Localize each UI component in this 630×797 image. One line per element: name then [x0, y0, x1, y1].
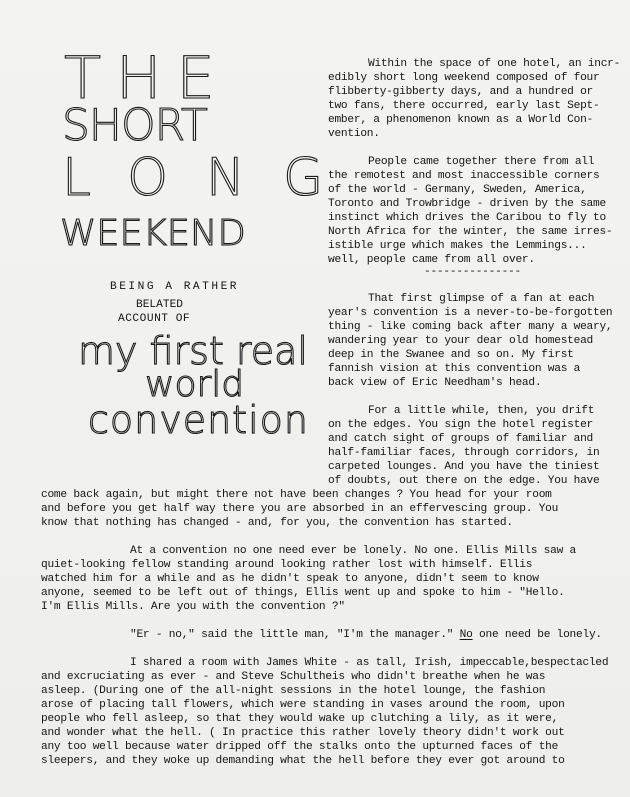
body-line: of doubts, out there on the edge. You have — [328, 475, 600, 487]
body-line: and before you get half way there you are absorbed in an effervescing group. You — [41, 503, 559, 515]
body-line: vention. — [328, 128, 380, 140]
body-line: Toronto and Trowbridge - driven by the same — [328, 198, 606, 210]
body-line: For a little while, then, you drift — [368, 405, 595, 417]
body-line: quiet-looking fellow standing around looking rather lost with himself. Ellis — [41, 559, 533, 571]
body-line: ember, a phenomenon known as a World Con- — [328, 114, 594, 126]
no-one-underlined: No — [459, 629, 473, 641]
body-line: and excruciating as ever - and Steve Schultheis who didn't breathe when he was — [41, 671, 546, 683]
section-divider: --------------- — [424, 266, 521, 278]
body-line: sleepers, and they woke up demanding what the hell before they ever got around to — [41, 755, 565, 767]
body-line: Within the space of one hotel, an incr- — [368, 58, 621, 70]
body-line: I shared a room with James White - as tall, Irish, impeccable,bespectacled — [130, 657, 609, 669]
title-the: THE — [64, 44, 230, 112]
body-line: edibly short long weekend composed of four — [328, 72, 600, 84]
subtitle-line-3: ACCOUNT OF — [118, 313, 191, 325]
body-line — [130, 629, 602, 641]
body-line: and wonder what the hell. ( In practice this rather lovely theory didn't work out — [41, 727, 565, 739]
body-line: carpeted lounges. And you have the tiniest — [328, 461, 600, 473]
body-line: That first glimpse of a fan at each — [368, 293, 595, 305]
body-line: flibberty-gibberty days, and a hundred or — [328, 86, 594, 98]
body-line: come back again, but might there not have been changes ? You head for your room — [41, 489, 552, 501]
title-weekend: WEEKEND — [60, 213, 246, 254]
body-line: any too well because water dripped off the stalks onto the upturned faces of the — [41, 741, 559, 753]
body-line: people who fell asleep, so that they would wake up clutching a lily, as it were, — [41, 713, 559, 725]
body-line: half-familiar faces, through corridors, in — [328, 447, 600, 459]
body-line: the remotest and most inaccessible corners — [328, 170, 600, 182]
body-line: and catch sight of groups of familiar and — [328, 433, 594, 445]
body-line: wandering year to your dear old homestead — [328, 335, 594, 347]
body-line: anyone, seemed to be left out of things, Ellis went up and spoke to him - "Hello. — [41, 587, 565, 599]
body-line: istible urge which makes the Lemmings... — [328, 240, 587, 252]
body-line: North Africa for the winter, the same irres- — [328, 226, 613, 238]
no-one-rest: one need be lonely. — [472, 629, 602, 641]
subtitle-line-2: BELATED — [136, 299, 183, 311]
manager-quote: "Er - no," said the little man, "I'm the manager." — [130, 629, 460, 641]
body-line: year's convention is a never-to-be-forgotten — [328, 307, 613, 319]
body-line: on the edges. You sign the hotel register — [328, 419, 594, 431]
body-line: People came together there from all — [368, 156, 595, 168]
body-line: asleep. (During one of the all-night sessions in the hotel lounge, the fashion — [41, 685, 546, 697]
body-line: well, people came from all over. — [328, 254, 535, 266]
body-line: of the world - Germany, Sweden, America, — [328, 184, 587, 196]
body-line: instinct which drives the Caribou to fly to — [328, 212, 606, 224]
body-line: arose of placing tall flowers, which were standing in vases around the room, upon — [41, 699, 565, 711]
body-line: watched him for a while and as he didn't speak to anyone, didn't seem to know — [41, 573, 539, 585]
title-short: SHORT — [62, 100, 207, 151]
body-line: two fans, there occurred, early last Sept- — [328, 100, 600, 112]
hand-title-line-3: convention — [88, 398, 309, 442]
title-long: LONG — [62, 148, 362, 208]
body-line: thing - like coming back after many a weary, — [328, 321, 613, 333]
hand-title-line-2: world — [145, 364, 245, 405]
body-line: I'm Ellis Mills. Are you with the convention ?" — [41, 601, 345, 613]
body-line: deep in the Swanee and so on. My first — [328, 349, 574, 361]
subtitle-line-1: BEING A RATHER — [110, 281, 239, 293]
body-line: back view of Eric Needham's head. — [328, 377, 542, 389]
hand-title-line-1: my first real — [78, 329, 308, 373]
body-line: know that nothing has changed - and, for you, the convention has started. — [41, 517, 513, 529]
body-line: fannish vision at this convention was a — [328, 363, 581, 375]
body-line: At a convention no one need ever be lonely. No one. Ellis Mills saw a — [130, 545, 576, 557]
